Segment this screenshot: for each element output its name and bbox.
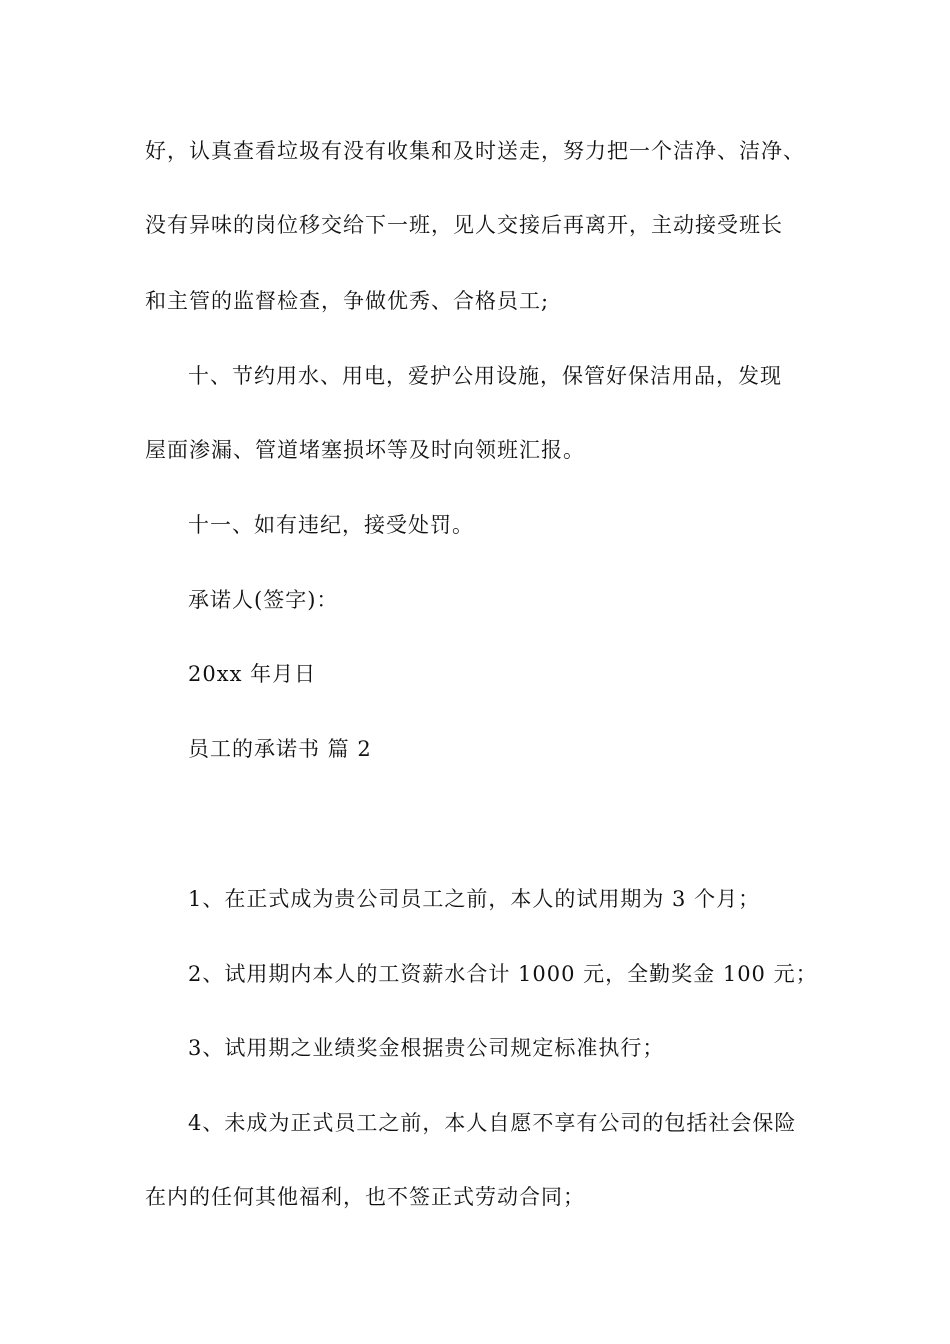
paragraph-line: 好，认真查看垃圾有没有收集和及时送走，努力把一个洁净、洁净、 [145,139,805,163]
paragraph-line: 在内的任何其他福利，也不签正式劳动合同； [145,1185,585,1209]
paragraph-line: 十一、如有违纪，接受处罚。 [188,513,474,537]
date-line: 20xx 年月日 [188,662,317,686]
paragraph-line: 没有异味的岗位移交给下一班，见人交接后再离开，主动接受班长 [145,213,783,237]
list-item: 2、试用期内本人的工资薪水合计 1000 元，全勤奖金 100 元； [188,962,818,986]
signature-label: 承诺人(签字)： [188,588,339,612]
paragraph-line: 十、节约用水、用电，爱护公用设施，保管好保洁用品，发现 [188,364,782,388]
list-item: 1、在正式成为贵公司员工之前，本人的试用期为 3 个月； [188,887,761,911]
section-heading: 员工的承诺书 篇 2 [188,737,372,761]
paragraph-line: 屋面渗漏、管道堵塞损坏等及时向领班汇报。 [145,438,585,462]
list-item: 3、试用期之业绩奖金根据贵公司规定标准执行； [188,1036,665,1060]
list-item: 4、未成为正式员工之前，本人自愿不享有公司的包括社会保险 [188,1111,797,1135]
paragraph-line: 和主管的监督检查，争做优秀、合格员工; [145,289,550,313]
